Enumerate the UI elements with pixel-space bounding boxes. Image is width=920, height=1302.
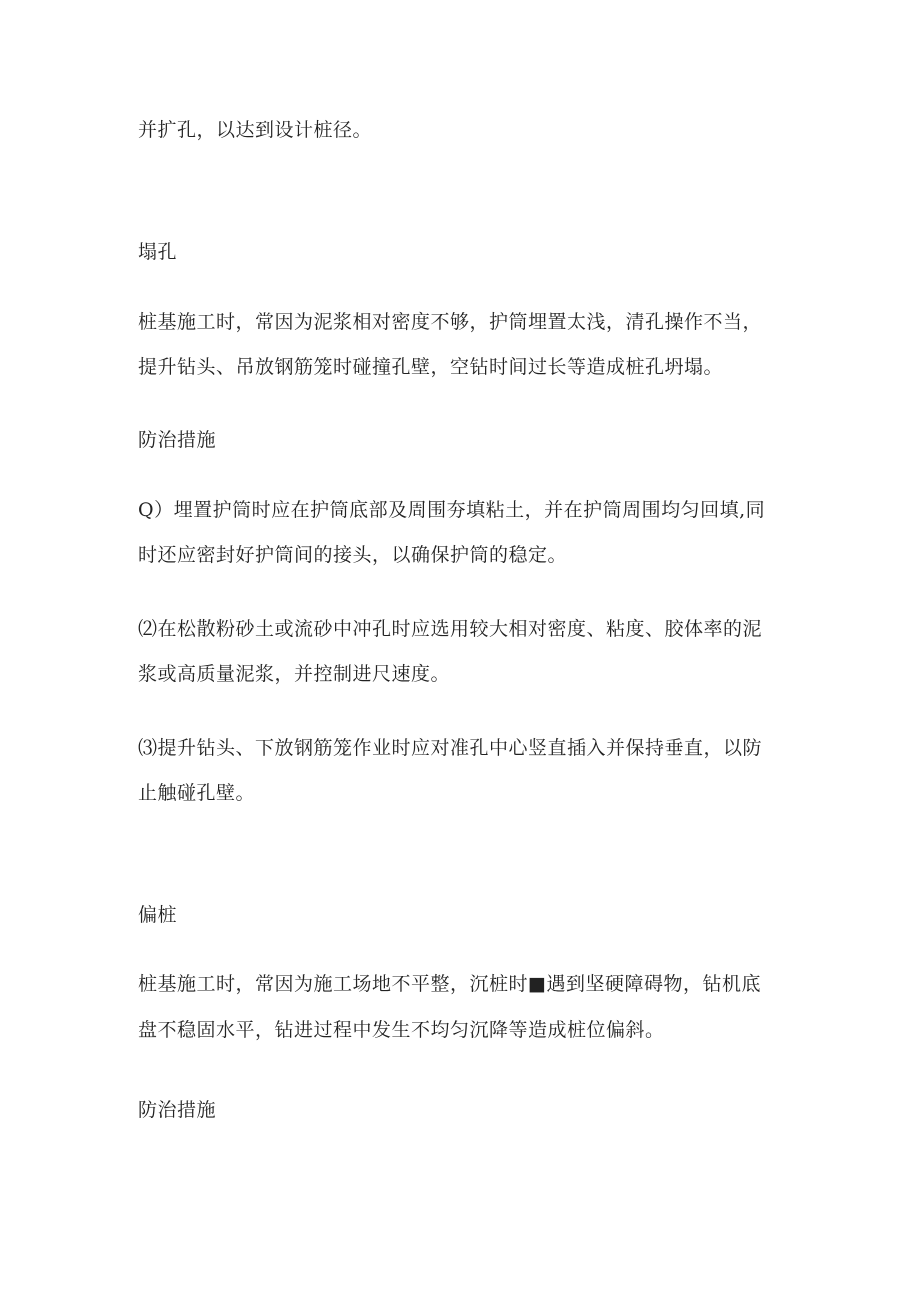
section-heading-collapse: 塌孔 xyxy=(138,241,178,263)
measure-item-line: 时还应密封好护筒间的接头，以确保护筒的稳定。 xyxy=(138,544,568,566)
measure-item-line: 浆或高质量泥浆，并控制进尺速度。 xyxy=(138,663,451,685)
measure-item-line: Q）埋置护筒时应在护筒底部及周围夯填粘土，并在护筒周围均匀回填,同 xyxy=(138,499,766,521)
paragraph-line: 盘不稳固水平，钻进过程中发生不均匀沉降等造成桩位偏斜。 xyxy=(138,1019,665,1041)
measure-item-line: ⑶提升钻头、下放钢筋笼作业时应对准孔中心竖直插入并保持垂直，以防 xyxy=(138,737,763,759)
measures-heading: 防治措施 xyxy=(138,429,217,451)
continuation-text: 并扩孔，以达到设计桩径。 xyxy=(138,119,373,141)
paragraph-line: 提升钻头、吊放钢筋笼时碰撞孔壁，空钻时间过长等造成桩孔坍塌。 xyxy=(138,356,724,378)
section-heading-deviation: 偏桩 xyxy=(138,904,178,926)
paragraph-line: 桩基施工时，常因为泥浆相对密度不够，护筒埋置太浅，清孔操作不当， xyxy=(138,311,763,333)
measure-item-line: ⑵在松散粉砂土或流砂中冲孔时应选用较大相对密度、粘度、胶体率的泥 xyxy=(138,618,763,640)
measures-heading: 防治措施 xyxy=(138,1099,217,1121)
measure-item-line: 止触碰孔壁。 xyxy=(138,782,256,804)
paragraph-line: 桩基施工时，常因为施工场地不平整，沉桩时■遇到坚硬障碍物，钻机底 xyxy=(138,973,761,995)
